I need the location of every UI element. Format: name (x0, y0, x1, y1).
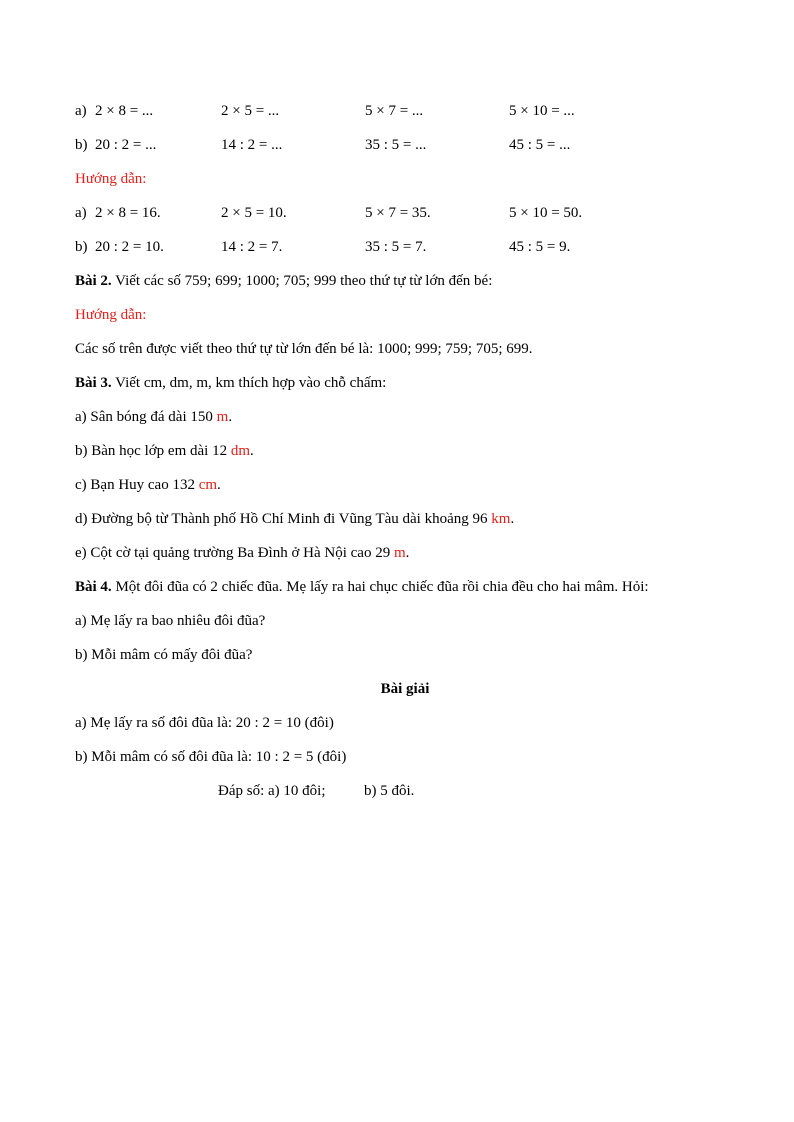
a-row-a-label: a) (75, 205, 87, 221)
bai3-item-end: . (405, 545, 410, 561)
bai3-item (75, 476, 221, 494)
bai3-item-text: b) Bàn học lớp em dài 12 (75, 443, 231, 459)
bai3-item-text: e) Cột cờ tại quảng trường Ba Đình ở Hà Nội cao 29 (75, 545, 394, 561)
bai3-item-text: a) Sân bóng đá dài 150 (75, 409, 217, 425)
a-row-a-expr-4: 5 × 10 = 50. (509, 205, 583, 221)
q-row-b-expr-3: 35 : 5 = ... (365, 137, 427, 153)
bai3-question (75, 374, 386, 392)
bai1-guide-heading: Hướng dẫn: (75, 171, 147, 187)
a-row-b-expr-4: 45 : 5 = 9. (509, 239, 571, 255)
bai4-question-b: b) Mỗi mâm có mấy đôi đũa? (75, 647, 253, 663)
final-answer-a: Đáp số: a) 10 đôi; (218, 783, 326, 799)
a-row-b-expr-3: 35 : 5 = 7. (365, 239, 427, 255)
q-row-b-expr-2: 14 : 2 = ... (221, 137, 283, 153)
bai4-question (75, 578, 649, 596)
a-row-a-expr-2: 2 × 5 = 10. (221, 205, 287, 221)
q-row-a-expr-4: 5 × 10 = ... (509, 103, 575, 119)
q-row-a-expr-1: 2 × 8 = ... (95, 103, 154, 119)
bai3-item-end: . (217, 477, 221, 493)
bai3-item-end: . (228, 409, 233, 425)
final-answer-b: b) 5 đôi. (364, 783, 415, 799)
bai2-title: Bài 2. (75, 273, 112, 289)
bai4-question-a: a) Mẹ lấy ra bao nhiêu đôi đũa? (75, 613, 266, 629)
a-row-b-expr-2: 14 : 2 = 7. (221, 239, 283, 255)
a-row-b-expr-1: 20 : 2 = 10. (95, 239, 164, 255)
bai3-item-text: c) Bạn Huy cao 132 (75, 477, 199, 493)
bai3-item-unit: m (216, 409, 229, 425)
bai3-question-text: Viết cm, dm, m, km thích hợp vào chỗ chấm: (111, 375, 387, 391)
q-row-b-expr-1: 20 : 2 = ... (95, 137, 157, 153)
bai3-title: Bài 3. (75, 375, 112, 391)
bai3-item (75, 510, 514, 528)
a-row-a-expr-1: 2 × 8 = 16. (95, 205, 161, 221)
bai4-title: Bài 4. (75, 579, 112, 595)
bai2-guide-heading: Hướng dẫn: (75, 307, 147, 323)
bai2-question (75, 272, 492, 290)
bai3-item (75, 544, 409, 562)
solution-b: b) Mỗi mâm có số đôi đũa là: 10 : 2 = 5 (đôi) (75, 749, 347, 765)
bai3-item-unit: m (393, 545, 406, 561)
a-row-b-label: b) (75, 239, 88, 255)
bai3-item-text: d) Đường bộ từ Thành phố Hồ Chí Minh đi Vũng Tàu dài khoảng 96 (75, 511, 492, 527)
bai3-item-end: . (250, 443, 254, 459)
bai3-item-unit: dm (230, 443, 250, 459)
bai3-item (75, 442, 254, 460)
bai3-item-unit: cm (198, 477, 218, 493)
solution-heading: Bài giải (380, 681, 430, 697)
q-row-a-expr-2: 2 × 5 = ... (221, 103, 280, 119)
q-row-b-expr-4: 45 : 5 = ... (509, 137, 571, 153)
bai3-item-unit: km (491, 511, 511, 527)
bai3-item (75, 408, 232, 426)
bai2-answer: Các số trên được viết theo thứ tự từ lớn đến bé là: 1000; 999; 759; 705; 699. (75, 341, 533, 357)
q-row-a-expr-3: 5 × 7 = ... (365, 103, 424, 119)
solution-a: a) Mẹ lấy ra số đôi đũa là: 20 : 2 = 10 (đôi) (75, 715, 334, 731)
bai2-question-text: Viết các số 759; 699; 1000; 705; 999 theo thứ tự từ lớn đến bé: (111, 273, 493, 289)
a-row-a-expr-3: 5 × 7 = 35. (365, 205, 431, 221)
bai4-question-text: Một đôi đũa có 2 chiếc đũa. Mẹ lấy ra hai chục chiếc đũa rồi chia đều cho hai mâm. Hỏi: (111, 579, 649, 595)
q-row-b-label: b) (75, 137, 88, 153)
q-row-a-label: a) (75, 103, 87, 119)
bai3-item-end: . (510, 511, 515, 527)
